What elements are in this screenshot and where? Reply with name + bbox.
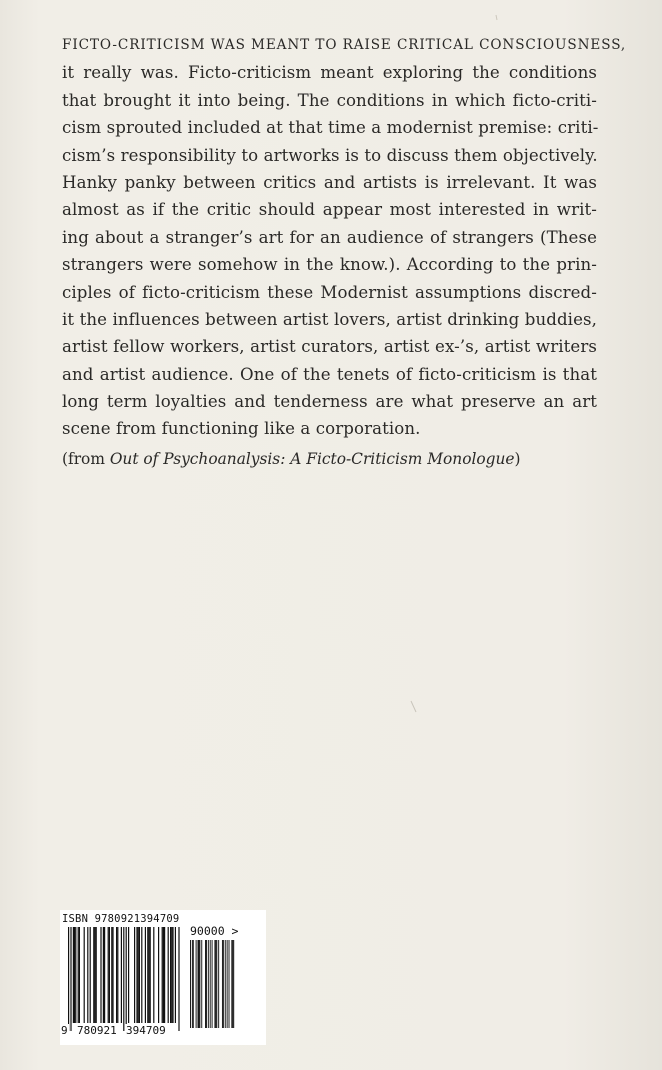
blurb-line: and artist audience. One of the tenets of ficto-criticism is that xyxy=(62,364,597,384)
barcode-bar xyxy=(75,927,76,1023)
barcode-bar xyxy=(168,927,169,1023)
barcode-bar xyxy=(223,940,224,1028)
barcode-bar xyxy=(198,940,199,1028)
barcode-bar xyxy=(190,940,191,1028)
barcode-right-digits: 394709 xyxy=(126,1024,166,1037)
barcode-bar xyxy=(231,940,232,1028)
barcode-bar xyxy=(79,927,80,1023)
barcode-bar xyxy=(84,927,85,1023)
addon-barcode-bars xyxy=(190,940,238,1028)
paper-mark xyxy=(410,700,418,714)
barcode-bar xyxy=(210,940,211,1028)
barcode-bar xyxy=(117,927,118,1023)
barcode-bar xyxy=(128,927,129,1023)
barcode-bar xyxy=(150,927,151,1023)
blurb-line: that brought it into being. The conditions in which ficto-criti- xyxy=(62,90,597,110)
blurb-line: FICTO-CRITICISM WAS MEANT TO RAISE CRITICAL CONSCIOUSNESS, xyxy=(62,37,627,53)
citation-suffix: ) xyxy=(514,449,521,468)
barcode-bar xyxy=(212,940,213,1028)
barcode-bar xyxy=(193,940,194,1028)
barcode-left-digits: 780921 xyxy=(77,1024,117,1037)
barcode-bar xyxy=(96,927,97,1023)
barcode-bar xyxy=(139,927,140,1023)
barcode-bar xyxy=(145,927,146,1023)
barcode-bar xyxy=(225,940,226,1028)
price-code: 90000 > xyxy=(190,924,239,938)
barcode-bar xyxy=(138,927,139,1023)
barcode-bar xyxy=(108,927,109,1023)
barcode-bar xyxy=(222,940,223,1028)
barcode-bar xyxy=(163,927,164,1023)
barcode-bar xyxy=(178,927,179,1031)
barcode-bar xyxy=(123,927,124,1031)
barcode-bar xyxy=(205,940,206,1028)
barcode-bar xyxy=(192,940,193,1028)
barcode-bar xyxy=(158,927,159,1023)
barcode-bar xyxy=(196,940,197,1028)
source-citation xyxy=(62,447,597,471)
isbn-label: ISBN 9780921394709 xyxy=(62,913,180,925)
barcode-bar xyxy=(68,927,69,1031)
blurb-line: cism’s responsibility to artworks is to discuss them objectively. xyxy=(62,145,598,165)
barcode-bar xyxy=(70,927,71,1031)
isbn-barcode xyxy=(60,910,266,1045)
citation-prefix: (from xyxy=(62,449,110,468)
barcode-bar xyxy=(232,940,233,1028)
blurb-line: scene from functioning like a corporation. xyxy=(62,419,421,439)
barcode-bar xyxy=(199,940,200,1028)
barcode-bar xyxy=(218,940,219,1028)
barcode-bar xyxy=(100,927,101,1023)
barcode-bar xyxy=(153,927,154,1023)
barcode-bar xyxy=(175,927,176,1023)
barcode-bar xyxy=(206,940,207,1028)
barcode-bar xyxy=(87,927,88,1023)
barcode-bar xyxy=(78,927,79,1023)
barcode-bar xyxy=(109,927,110,1023)
barcode-bar xyxy=(148,927,149,1023)
barcode-bar xyxy=(214,940,215,1028)
citation-title: Out of Psychoanalysis: A Ficto-Criticism Monologue xyxy=(109,449,515,468)
barcode-bar xyxy=(215,940,216,1028)
barcode-bar xyxy=(208,940,209,1028)
barcode-bar xyxy=(141,927,142,1023)
barcode-bar xyxy=(134,927,135,1023)
barcode-bar xyxy=(136,927,137,1023)
barcode-bar xyxy=(93,927,94,1023)
blurb-line: it the influences between artist lovers, artist drinking buddies, xyxy=(62,309,597,329)
barcode-bar xyxy=(172,927,173,1023)
back-cover-blurb xyxy=(62,32,627,471)
barcode-bar xyxy=(90,927,91,1023)
barcode-bar xyxy=(74,927,75,1023)
blurb-line: cism sprouted included at that time a modernist premise: criti- xyxy=(62,118,599,138)
ean-barcode-bars xyxy=(68,927,180,1031)
barcode-bar xyxy=(73,927,74,1023)
blurb-line: almost as if the critic should appear most interested in writ- xyxy=(62,200,597,220)
barcode-bar xyxy=(171,927,172,1023)
barcode-bar xyxy=(164,927,165,1023)
paper-speck xyxy=(494,14,500,22)
barcode-bar xyxy=(116,927,117,1023)
barcode-bar xyxy=(216,940,217,1028)
barcode-bar xyxy=(94,927,95,1023)
blurb-line: artist fellow workers, artist curators, artist ex-’s, artist writers xyxy=(62,337,597,357)
blurb-line: it really was. Ficto-criticism meant exploring the conditions xyxy=(62,63,597,83)
blurb-line: Hanky panky between critics and artists is irrelevant. It was xyxy=(62,172,597,192)
barcode-bar xyxy=(111,927,112,1023)
blurb-line: strangers were somehow in the know.). According to the prin- xyxy=(62,255,597,275)
barcode-bar xyxy=(104,927,105,1023)
barcode-bar xyxy=(227,940,228,1028)
blurb-line: long term loyalties and tenderness are what preserve an art xyxy=(62,392,597,412)
barcode-bar xyxy=(162,927,163,1023)
barcode-bar xyxy=(170,927,171,1023)
barcode-bar xyxy=(233,940,234,1028)
blurb-line: ciples of ficto-criticism these Modernist assumptions discred- xyxy=(62,282,597,302)
barcode-bar xyxy=(103,927,104,1023)
barcode-lead-digit: 9 xyxy=(61,1024,68,1037)
barcode-bar xyxy=(112,927,113,1023)
barcode-bar xyxy=(201,940,202,1028)
barcode-bar xyxy=(121,927,122,1023)
barcode-bar xyxy=(229,940,230,1028)
barcode-bar xyxy=(147,927,148,1023)
barcode-bar xyxy=(126,927,127,1031)
blurb-line: ing about a stranger’s art for an audience of strangers (These xyxy=(62,227,597,247)
barcode-bar xyxy=(198,940,199,1028)
